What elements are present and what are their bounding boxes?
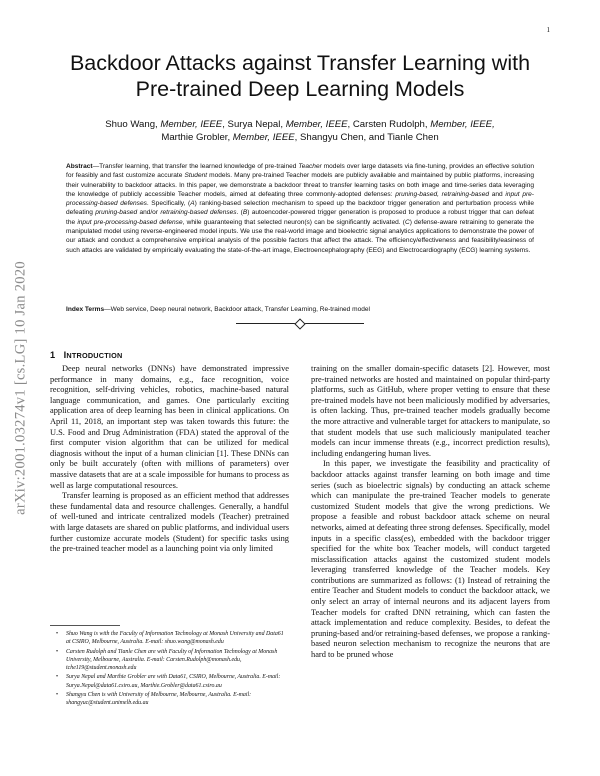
- author-text: , Carsten Rudolph,: [347, 119, 431, 130]
- author-line-1: [60, 118, 540, 131]
- abstract-text: . Specifically, (: [146, 200, 191, 208]
- abstract-text: models over large datasets via fine-tuning, provides an effective solution for feasibly and fast customize accurate: [66, 163, 534, 180]
- author-text: , Surya Nepal,: [222, 119, 286, 130]
- page-number: 1: [546, 26, 550, 34]
- arxiv-stamp: [8, 212, 34, 564]
- index-terms-label: Index Terms: [66, 306, 105, 313]
- section-number: 1: [50, 350, 56, 360]
- body-paragraph: Transfer learning is proposed as an efficient method that addresses these fundamental data and resource challenges. Generally, a handful of well-tuned and intricate centralized models (Teacher) pretrained with large datasets are shared on public platforms, and individual users further customize accurate models (Student) for specific tasks using the pre-trained teacher model as a launching point via only limited: [50, 491, 289, 554]
- divider-diamond-icon: [294, 318, 305, 329]
- abstract-text: and: [488, 190, 506, 198]
- abstract-label: Abstract: [66, 163, 93, 170]
- footnote-rule: [50, 625, 120, 626]
- abstract-text: ) defense-aware retraining to generate the manipulated model using reverse-engineered model inputs. We use the real-world image and bioelectric signal analytics applications to demonstrate the power of our attack and conduct a comprehensive empirical analysis of the possible factors that affect the attack. The efficiency/effectiveness and feasibility/easiness of such attacks are validated by empirically evaluating the state-of-the-art image, Electroencephalography (EEG) and Electrocardiography (ECG) learning systems.: [66, 218, 534, 254]
- footnote-text: Shuo Wang is with the Faculty of Information Technology at Monash University and Data61 at CSIRO, Melbourne, Australia. E-mail: shuo.wang@monash.edu: [66, 631, 284, 646]
- index-terms-text: —Web service, Deep neural network, Backdoor attack, Transfer Learning, Re-trained model: [104, 306, 370, 313]
- abstract: [66, 162, 534, 255]
- section-title-rest: NTRODUCTION: [66, 351, 123, 360]
- footnotes: [56, 630, 288, 709]
- author-membership: Member, IEEE: [232, 132, 295, 143]
- author-text: Marthie Grobler,: [161, 132, 233, 143]
- author-text: , Shangyu Chen, and Tianle Chen: [294, 132, 439, 143]
- abstract-text: , while guaranteeing that selected neuron(s) can be significantly activated. (: [182, 218, 405, 226]
- author-membership: Member, IEEE: [285, 119, 348, 130]
- footnote-text: Carsten Rudolph and Tianle Chen are with Faculty of Information Technology at Monash University, Melbourne, Australia. E-mail: Carsten.Rudolph@monash.edu, tche119@student.monash.edu: [66, 648, 278, 672]
- abstract-emph: pruning-based: [95, 209, 138, 217]
- footnote-item: [56, 691, 288, 708]
- abstract-emph: pruning-based, retraining-based: [395, 190, 489, 198]
- abstract-text: . (: [236, 209, 243, 217]
- body-paragraph: Deep neural networks (DNNs) have demonstrated impressive performance in many domains, e.g., face recognition, voice recognition, self-driving vehicles, robotics, machine-based natural language communication, and games. One particularly exciting application area of deep learning has been in clinical applications. On April 11, 2018, an important step was taken towards this future: the U.S. Food and Drug Administration (FDA) stated the approval of the first computer vision algorithm that can be utilized for medical diagnosis without the input of a human clinician [1]. These DNNs can only be built accurately (often with millions of parameters) over massive datasets that are at a scale impossible for humans to process as well as large computational resources.: [50, 364, 289, 490]
- abstract-text: ) ranking-based selection mechanism to speed up the backdoor trigger generation and perturbation process while defeating: [66, 200, 535, 217]
- index-terms: [66, 305, 534, 314]
- abstract-emph: C: [404, 218, 410, 226]
- arxiv-stamp-text: arXiv:2001.03274v1 [cs.LG] 10 Jan 2020: [12, 261, 29, 515]
- author-membership: Member, IEEE,: [430, 119, 495, 130]
- author-line-2: [60, 131, 540, 144]
- footnote-text: Shangyu Chen is with University of Melbourne, Melbourne, Australia. E-mail: shangyuc@student.unimelb.edu.au: [66, 692, 252, 707]
- author-text: Shuo Wang,: [105, 119, 161, 130]
- abstract-emph: retraining-based defenses: [160, 209, 237, 217]
- abstract-emph: input pre-processing-based defense: [77, 218, 183, 226]
- abstract-text: ) autoencoder-powered trigger generation is proposed to produce a robust trigger that can defeat the: [66, 209, 534, 226]
- left-column: [50, 364, 289, 555]
- bullet-icon: •: [56, 674, 59, 681]
- abstract-emph: Student: [184, 172, 208, 180]
- abstract-text: and/or: [137, 209, 161, 217]
- bullet-icon: •: [56, 631, 59, 637]
- bullet-icon: •: [56, 692, 59, 699]
- footnote-item: [56, 630, 288, 647]
- author-membership: Member, IEEE: [160, 119, 223, 130]
- body-paragraph: training on the smaller domain-specific datasets [2]. However, most pre-trained networks are hosted and maintained on popular third-party platforms, such as GitHub, where proper vetting to ensure that these pre-trained models have not been maliciously modified by adversaries, is often lacking. Thus, pre-trained teacher models gradually become the more attractive and vulnerable target for attackers to manipulate, so that student models that use such maliciously manipulated teacher models can incur immense threats (e.g., incorrect prediction results), including endangering human lives.: [311, 364, 550, 458]
- author-list: [60, 118, 540, 144]
- right-column: [311, 364, 550, 661]
- footnote-text: Surya Nepal and Marthie Grobler are with Data61, CSIRO, Melbourne, Australia. E-mail: Surya.Nepal@data61.csiro.au, Marthie.Grobler@data61.csiro.au: [66, 674, 281, 689]
- section-heading: [50, 350, 122, 360]
- paper-title: Backdoor Attacks against Transfer Learning with Pre-trained Deep Learning Models: [69, 51, 531, 101]
- abstract-text: —Transfer learning, that transfer the learned knowledge of pre-trained: [92, 163, 299, 170]
- bullet-icon: •: [56, 648, 59, 655]
- abstract-emph: B: [242, 209, 248, 217]
- footnote-item: [56, 673, 288, 690]
- abstract-text: models. Many pre-trained Teacher models are publicly available and maintained by public platforms, increasing their vulnerability to backdoor attacks. In this paper, we demonstrate a backdoor threat to transfer learning tasks on both image and time-series data leveraging the knowledge of publicly accessible Teacher models, aimed at defeating three commonly-adopted defenses:: [66, 172, 534, 198]
- abstract-emph: input pre-processing-based defenses: [66, 190, 534, 208]
- footnote-item: [56, 648, 288, 673]
- abstract-emph: Teacher: [298, 163, 322, 170]
- section-title-initial: I: [63, 350, 67, 360]
- body-paragraph: In this paper, we investigate the feasibility and practicality of backdoor attacks against transfer learning on both image and time series (such as bioelectric signals) by conducting an attack scheme which can manipulate the pre-trained Teacher models to generate customized Student models that give the wrong predictions. We propose a feasible and robust backdoor attack scheme on neural networks, aimed at defeating three strong defenses. Specifically, model inputs in a specific class(es), embedded with the backdoor trigger specified for the white box Teacher models, will conduct targeted misclassification attacks against the customized student models leveraging transferred knowledge of the Teacher models. Key contributions are summarized as follows: (1) Instead of retraining the entire Teacher and Student models to conduct the backdoor attack, we only select an array of internal neurons and its adjacent layers from Teacher models for crafted DNN retraining, which can fasten the attack implementation and reduce complexity. Besides, to defeat the pruning-based and/or retraining-based defenses, we propose a ranking-based neuron selection mechanism to recognize the neurons that are hard to be pruned whose: [311, 459, 550, 660]
- abstract-emph: A: [190, 200, 195, 208]
